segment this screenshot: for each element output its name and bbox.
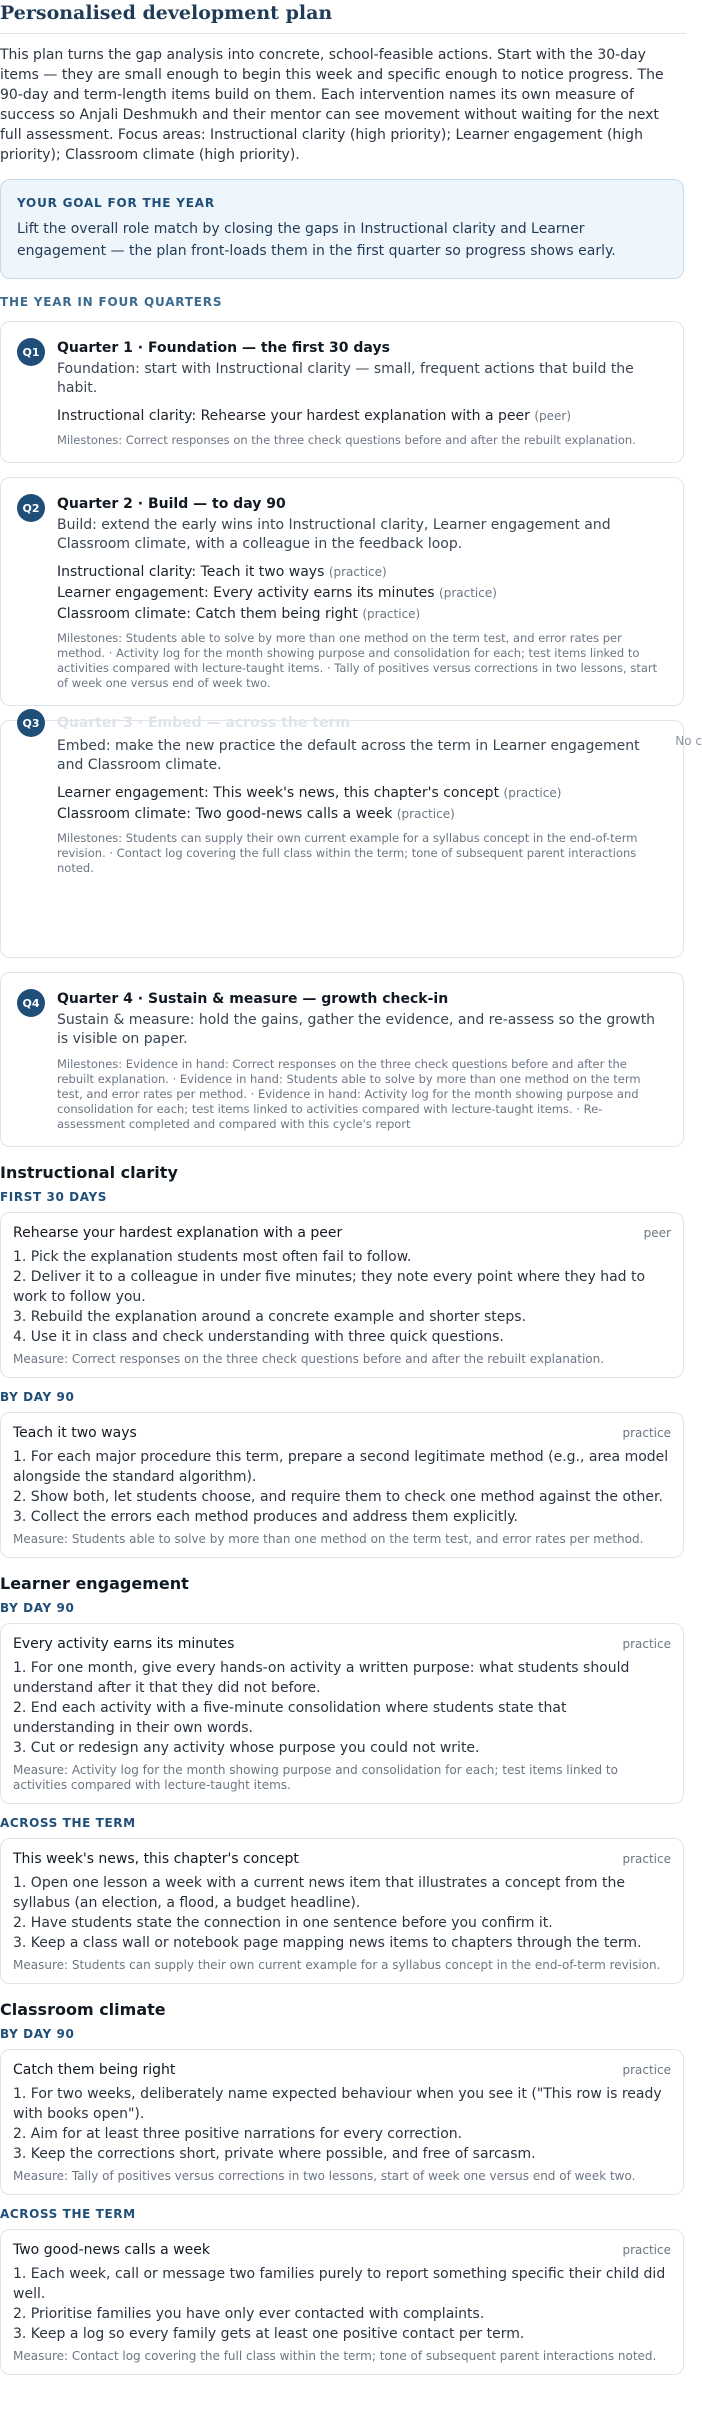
action-step: 2. Prioritise families you have only ever contacted with complaints. xyxy=(13,2306,485,2322)
quarter-item xyxy=(57,604,667,625)
action-step: 3. Collect the errors each method produces and address them explicitly. xyxy=(13,1509,519,1525)
action-step: 3. Keep the corrections short, private where possible, and free of sarcasm. xyxy=(13,2146,536,2162)
quarter-title: Quarter 1 · Foundation — the first 30 days xyxy=(57,340,390,356)
action-steps xyxy=(13,1658,671,1758)
quarter-card-q3-wrap xyxy=(0,715,702,958)
action-card xyxy=(0,2229,684,2375)
action-measure: Measure: Students can supply their own current example for a syllabus concept in the end-of-term revision. xyxy=(13,1958,661,1972)
quarter-description: Build: extend the early wins into Instructional clarity, Learner engagement and Classroom climate, with a colleague in the feedback loop. xyxy=(57,517,611,552)
action-kind: practice xyxy=(622,1637,671,1651)
quarter-body xyxy=(57,737,667,876)
quarter-badge: Q4 xyxy=(17,989,45,1017)
action-step: 1. For two weeks, deliberately name expected behaviour when you see it ("This row is ready with books open"). xyxy=(13,2086,662,2122)
action-kind: practice xyxy=(622,1426,671,1440)
quarter-item xyxy=(57,783,667,804)
quarter-item-tag: (practice) xyxy=(362,607,421,621)
page-title: Personalised development plan xyxy=(0,0,686,34)
horizon-label: BY DAY 90 xyxy=(0,2027,75,2041)
goal-label: YOUR GOAL FOR THE YEAR xyxy=(17,196,215,210)
quarter-item xyxy=(57,562,667,583)
quarter-milestones: Milestones: Correct responses on the three check questions before and after the rebuilt explanation. xyxy=(57,433,636,447)
action-title: Two good-news calls a week xyxy=(13,2242,210,2258)
quarter-card-q2 xyxy=(0,477,684,706)
action-steps xyxy=(13,1247,671,1347)
quarter-badge: Q1 xyxy=(17,338,45,366)
horizon-label: ACROSS THE TERM xyxy=(0,2207,136,2221)
horizon-label: BY DAY 90 xyxy=(0,1601,75,1615)
quarter-item-tag: (practice) xyxy=(439,586,497,600)
quarters-heading: THE YEAR IN FOUR QUARTERS xyxy=(0,295,223,309)
action-measure: Measure: Correct responses on the three check questions before and after the rebuilt explanation. xyxy=(13,1352,605,1366)
quarter-item-tag: (practice) xyxy=(328,565,387,579)
quarter-description: Sustain & measure: hold the gains, gather the evidence, and re-assess so the growth is visible on paper. xyxy=(57,1012,656,1047)
goal-box xyxy=(0,179,684,279)
action-card xyxy=(0,2049,684,2195)
action-title: Every activity earns its minutes xyxy=(13,1636,235,1652)
quarter-milestones: Milestones: Students able to solve by more than one method on the term test, and error rates per method. · Activity log for the month showing purpose and consolidation for each; test items linked to activities compared with lecture-taught items. · Tally of positives versus corrections in two lessons, start of week one versus end of week two. xyxy=(57,631,658,690)
quarter-title: Quarter 3 · Embed — across the term xyxy=(57,715,350,731)
action-step: 2. Aim for at least three positive narrations for every correction. xyxy=(13,2126,463,2142)
action-measure: Measure: Tally of positives versus corrections in two lessons, start of week one versus end of week two. xyxy=(13,2169,636,2183)
action-step: 1. Each week, call or message two families purely to report something specific their child did well. xyxy=(13,2266,666,2302)
quarter-title: Quarter 2 · Build — to day 90 xyxy=(57,496,286,512)
action-kind: practice xyxy=(622,2243,671,2257)
quarter-card-q3 xyxy=(0,715,684,958)
action-step: 3. Cut or redesign any activity whose purpose you could not write. xyxy=(13,1740,480,1756)
action-steps xyxy=(13,2264,671,2344)
side-note: No c xyxy=(675,734,702,748)
quarter-item-tag: (practice) xyxy=(396,807,455,821)
quarter-title: Quarter 4 · Sustain & measure — growth check-in xyxy=(57,991,449,1007)
action-step: 1. For each major procedure this term, prepare a second legitimate method (e.g., area model alongside the standard algorithm). xyxy=(13,1449,669,1485)
quarter-badge: Q2 xyxy=(17,494,45,522)
quarter-item-tag: (peer) xyxy=(534,409,572,423)
action-steps xyxy=(13,2084,671,2164)
quarter-item-text: Learner engagement: Every activity earns its minutes xyxy=(57,585,435,601)
action-title: This week's news, this chapter's concept xyxy=(13,1851,299,1867)
action-card xyxy=(0,1838,684,1984)
action-kind: practice xyxy=(622,1852,671,1866)
quarter-milestones: Milestones: Evidence in hand: Correct responses on the three check questions before and after the rebuilt explanation. · Evidence in hand: Students able to solve by more than one method on the term test, and error rates per method. · Evidence in hand: Activity log for the month showing purpose and consolidation for each; test items linked to activities compared with lecture-taught items. · Re-assessment completed and compared with this cycle's report xyxy=(57,1057,641,1131)
action-step: 1. Open one lesson a week with a current news item that illustrates a concept from the syllabus (an election, a flood, a budget headline). xyxy=(13,1875,625,1911)
quarter-item-text: Instructional clarity: Teach it two ways xyxy=(57,564,325,580)
action-steps xyxy=(13,1447,671,1527)
action-step: 1. Pick the explanation students most often fail to follow. xyxy=(13,1249,412,1265)
horizon-label: FIRST 30 DAYS xyxy=(0,1190,108,1204)
action-step: 2. End each activity with a five-minute consolidation where students state that understanding in their own words. xyxy=(13,1700,567,1736)
action-title: Teach it two ways xyxy=(13,1425,137,1441)
quarter-item-text: Learner engagement: This week's news, this chapter's concept xyxy=(57,785,500,801)
quarter-item xyxy=(57,406,667,427)
action-step: 1. For one month, give every hands-on activity a written purpose: what students should understand after it that they did not before. xyxy=(13,1660,630,1696)
action-steps xyxy=(13,1873,671,1953)
action-step: 2. Deliver it to a colleague in under five minutes; they note every point where they had to work to follow you. xyxy=(13,1269,646,1305)
quarter-item xyxy=(57,804,667,825)
focus-area-heading: Classroom climate xyxy=(0,2000,166,2019)
quarter-item xyxy=(57,583,667,604)
quarter-card-q1 xyxy=(0,321,684,463)
action-title: Catch them being right xyxy=(13,2062,176,2078)
focus-area-heading: Learner engagement xyxy=(0,1574,189,1593)
action-step: 2. Have students state the connection in one sentence before you confirm it. xyxy=(13,1915,553,1931)
quarter-card-q4 xyxy=(0,972,684,1147)
action-card xyxy=(0,1212,684,1378)
quarter-item-tag: (practice) xyxy=(503,786,562,800)
action-measure: Measure: Contact log covering the full class within the term; tone of subsequent parent interactions noted. xyxy=(13,2349,657,2363)
action-kind: peer xyxy=(643,1226,671,1240)
intro-paragraph: This plan turns the gap analysis into concrete, school-feasible actions. Start with the 30-day items — they are small enough to begin this week and specific enough to notice progress. The 90-day and term-length items build on them. Each intervention names its own measure of success so Anjali Deshmukh and their mentor can see movement without waiting for the next full assessment. Focus areas: Instructional clarity (high priority); Learner engagement (high priority); Classroom climate (high priority). xyxy=(0,47,664,163)
action-title: Rehearse your hardest explanation with a peer xyxy=(13,1225,343,1241)
quarter-item-text: Classroom climate: Catch them being right xyxy=(57,606,358,622)
action-step: 4. Use it in class and check understanding with three quick questions. xyxy=(13,1329,504,1345)
quarter-description: Foundation: start with Instructional clarity — small, frequent actions that build the habit. xyxy=(57,361,634,396)
action-kind: practice xyxy=(622,2063,671,2077)
action-measure: Measure: Activity log for the month showing purpose and consolidation for each; test items linked to activities compared with lecture-taught items. xyxy=(13,1763,618,1792)
action-card xyxy=(0,1412,684,1558)
action-step: 3. Rebuild the explanation around a concrete example and shorter steps. xyxy=(13,1309,527,1325)
goal-text: Lift the overall role match by closing the gaps in Instructional clarity and Learner engagement — the plan front-loads them in the first quarter so progress shows early. xyxy=(17,221,616,259)
quarter-item-text: Classroom climate: Two good-news calls a week xyxy=(57,806,393,822)
horizon-label: BY DAY 90 xyxy=(0,1390,75,1404)
quarter-description: Embed: make the new practice the default across the term in Learner engagement and Classroom climate. xyxy=(57,738,640,773)
action-step: 3. Keep a log so every family gets at least one positive contact per term. xyxy=(13,2326,525,2342)
focus-area-heading: Instructional clarity xyxy=(0,1163,178,1182)
quarter-item-text: Instructional clarity: Rehearse your hardest explanation with a peer xyxy=(57,408,530,424)
action-step: 3. Keep a class wall or notebook page mapping news items to chapters through the term. xyxy=(13,1935,642,1951)
quarter-milestones: Milestones: Students can supply their own current example for a syllabus concept in the end-of-term revision. · Contact log covering the full class within the term; tone of subsequent parent interactions noted. xyxy=(57,831,638,875)
action-measure: Measure: Students able to solve by more than one method on the term test, and error rates per method. xyxy=(13,1532,644,1546)
action-card xyxy=(0,1623,684,1804)
action-step: 2. Show both, let students choose, and require them to check one method against the other. xyxy=(13,1489,663,1505)
horizon-label: ACROSS THE TERM xyxy=(0,1816,136,1830)
quarter-badge: Q3 xyxy=(17,709,45,737)
